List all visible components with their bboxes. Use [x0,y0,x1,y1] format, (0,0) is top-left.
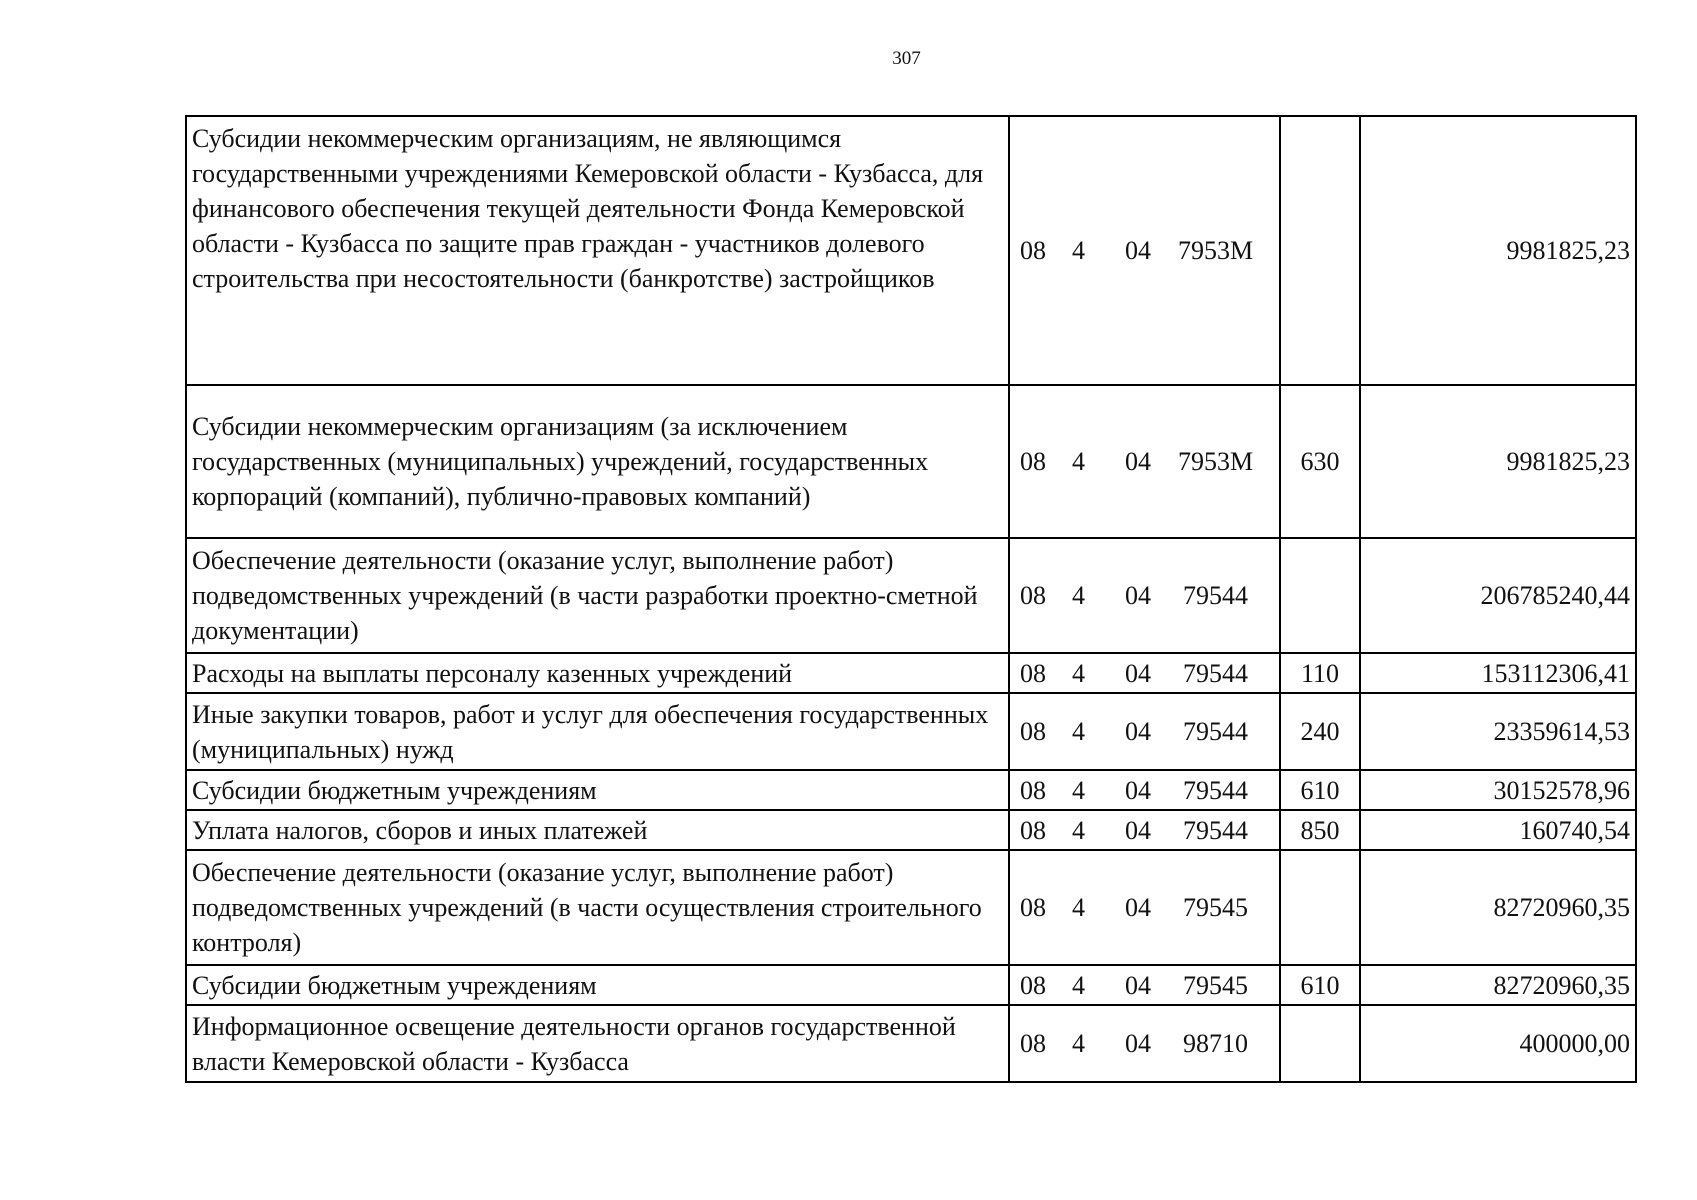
table-row [186,1005,1636,1082]
row-description: Субсидии бюджетным учреждениям [186,770,1009,810]
code-program: 4 [1072,717,1085,746]
table-row [186,850,1636,965]
code-direction: 7953М [1177,236,1254,265]
table-row [186,693,1636,770]
code-program: 4 [1072,775,1085,805]
row-codes [1009,850,1280,965]
row-codes [1009,1005,1280,1082]
code-program: 4 [1072,970,1085,1000]
code-program: 4 [1072,893,1085,922]
table-row [186,385,1636,538]
row-description: Уплата налогов, сборов и иных платежей [186,810,1009,850]
row-description: Информационное освещение деятельности органов государственной власти Кемеровской области - Кузбасса [186,1005,1009,1082]
row-expense-type [1280,1005,1360,1082]
row-description: Обеспечение деятельности (оказание услуг, выполнение работ) подведомственных учреждений (в части осуществления строительного контроля) [186,850,1009,965]
code-program: 4 [1072,581,1085,610]
row-expense-type: 610 [1280,770,1360,810]
table-row [186,653,1636,693]
code-section: 08 [1020,717,1046,746]
code-section: 08 [1020,658,1046,688]
row-amount: 9981825,23 [1360,116,1636,385]
code-subprogram: 04 [1125,236,1151,265]
row-description: Иные закупки товаров, работ и услуг для обеспечения государственных (муниципальных) нужд [186,693,1009,770]
table-row [186,770,1636,810]
row-amount: 82720960,35 [1360,965,1636,1005]
code-direction: 79544 [1183,775,1248,805]
code-section: 08 [1020,775,1046,805]
table-row [186,538,1636,653]
code-section: 08 [1020,970,1046,1000]
row-description: Расходы на выплаты персоналу казенных учреждений [186,653,1009,693]
row-description: Обеспечение деятельности (оказание услуг, выполнение работ) подведомственных учреждений (в части разработки проектно-сметной документации) [186,538,1009,653]
table-row [186,965,1636,1005]
code-program: 4 [1072,447,1085,476]
code-section: 08 [1020,236,1046,265]
code-direction: 79544 [1183,717,1248,746]
code-program: 4 [1072,236,1085,265]
code-direction: 79545 [1183,893,1248,922]
row-expense-type: 630 [1280,385,1360,538]
table-row [186,116,1636,385]
row-amount: 30152578,96 [1360,770,1636,810]
page-number: 307 [892,48,921,69]
row-expense-type: 610 [1280,965,1360,1005]
code-subprogram: 04 [1125,970,1151,1000]
code-section: 08 [1020,581,1046,610]
code-direction: 79544 [1183,658,1248,688]
code-subprogram: 04 [1125,775,1151,805]
row-codes [1009,693,1280,770]
row-expense-type [1280,538,1360,653]
row-expense-type [1280,850,1360,965]
code-direction: 79544 [1183,815,1248,845]
code-subprogram: 04 [1125,893,1151,922]
row-codes [1009,538,1280,653]
row-expense-type: 240 [1280,693,1360,770]
code-subprogram: 04 [1125,658,1151,688]
row-expense-type: 850 [1280,810,1360,850]
row-amount: 23359614,53 [1360,693,1636,770]
row-amount: 400000,00 [1360,1005,1636,1082]
code-subprogram: 04 [1125,717,1151,746]
code-direction: 79544 [1183,581,1248,610]
code-direction: 79545 [1183,970,1248,1000]
row-codes [1009,965,1280,1005]
row-codes [1009,116,1280,385]
row-codes [1009,385,1280,538]
row-amount: 160740,54 [1360,810,1636,850]
code-program: 4 [1072,658,1085,688]
code-section: 08 [1020,815,1046,845]
row-description: Субсидии некоммерческим организациям (за исключением государственных (муниципальных) учреждений, государственных корпораций (компаний), публично-правовых компаний) [186,385,1009,538]
row-codes [1009,770,1280,810]
table-row [186,810,1636,850]
code-section: 08 [1020,1029,1046,1058]
code-program: 4 [1072,1029,1085,1058]
row-codes [1009,810,1280,850]
row-description: Субсидии бюджетным учреждениям [186,965,1009,1005]
code-direction: 98710 [1183,1029,1248,1058]
row-expense-type: 110 [1280,653,1360,693]
row-amount: 206785240,44 [1360,538,1636,653]
row-codes [1009,653,1280,693]
code-direction: 7953М [1177,447,1254,476]
code-subprogram: 04 [1125,581,1151,610]
code-section: 08 [1020,447,1046,476]
row-description: Субсидии некоммерческим организациям, не являющимся государственными учреждениями Кемеровской области - Кузбасса, для финансового обеспечения текущей деятельности Фонда Кемеровской области - Кузбасса по защите прав граждан - участников долевого строительства при несостоятельности (банкротстве) застройщиков [186,116,1009,385]
row-amount: 9981825,23 [1360,385,1636,538]
code-subprogram: 04 [1125,815,1151,845]
row-amount: 153112306,41 [1360,653,1636,693]
code-section: 08 [1020,893,1046,922]
budget-table [185,115,1637,1083]
row-expense-type [1280,116,1360,385]
row-amount: 82720960,35 [1360,850,1636,965]
code-subprogram: 04 [1125,1029,1151,1058]
code-program: 4 [1072,815,1085,845]
code-subprogram: 04 [1125,447,1151,476]
